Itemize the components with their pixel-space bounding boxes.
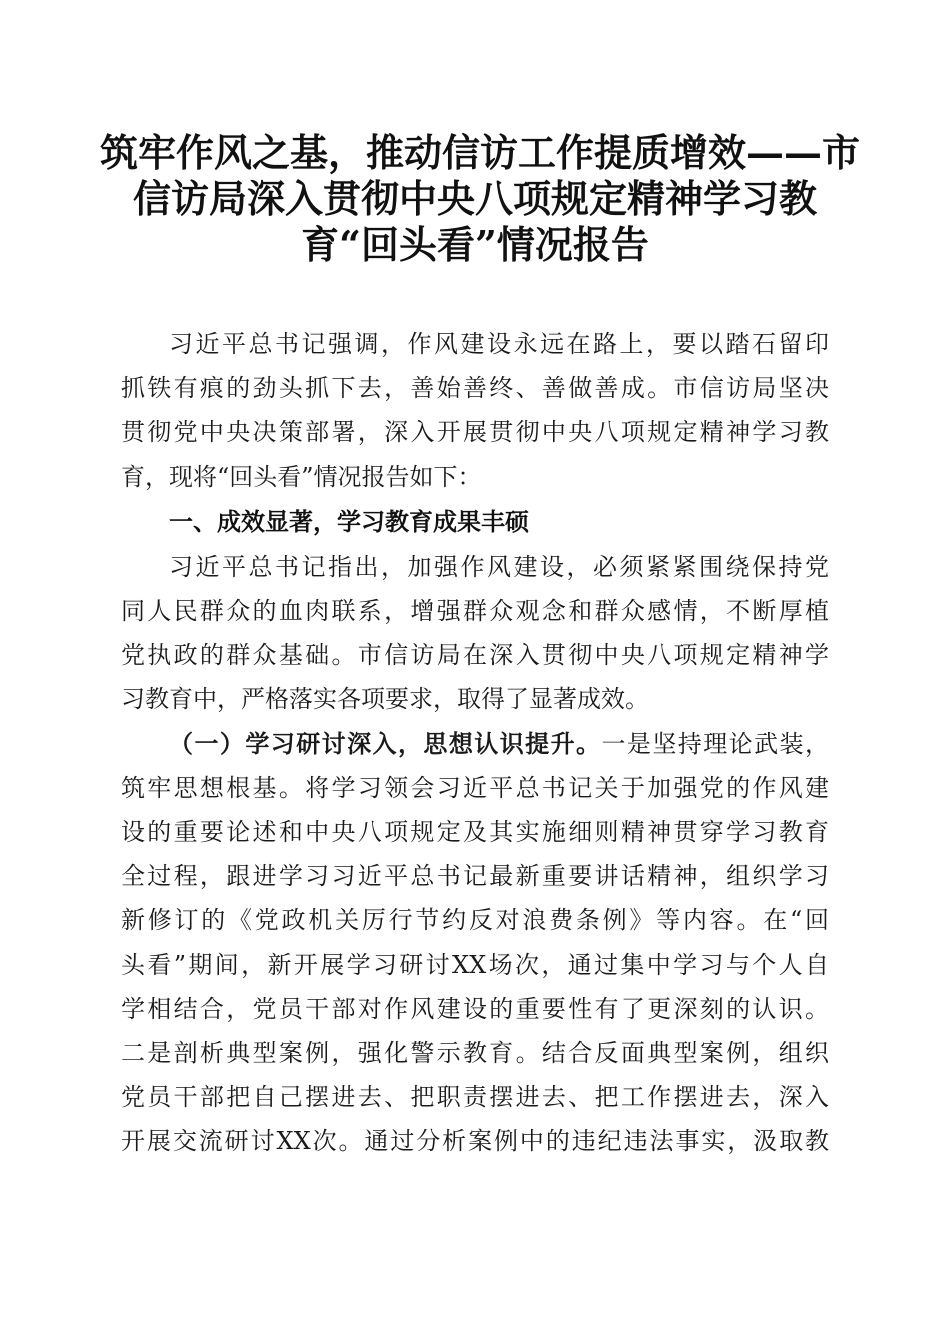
intro-line: 抓铁有痕的劲头抓下去，善始善终、善做善成。市信访局坚决	[121, 374, 829, 403]
subsection-1-paragraph	[0, 722, 950, 1164]
subsection-1-first-line	[0, 722, 829, 766]
subsection-1-line: 全过程，跟进学习习近平总书记最新重要讲话精神，组织学习	[121, 862, 829, 891]
intro-line: 育，现将“回头看”情况报告如下：	[121, 462, 482, 491]
document-title	[100, 130, 861, 268]
title-line-3: 育“回头看”情况报告	[301, 222, 649, 267]
section-1-line: 党执政的群众基础。市信访局在深入贯彻中央八项规定精神学	[121, 641, 829, 670]
subsection-1-line: 新修订的《党政机关厉行节约反对浪费条例》等内容。在“回	[121, 906, 829, 935]
section-1-line: 习教育中，严格落实各项要求，取得了显著成效。	[121, 685, 649, 714]
subsection-1-heading: （一）学习研讨深入，思想认识提升。	[169, 728, 602, 758]
subsection-1-line: 学相结合，党员干部对作风建设的重要性有了更深刻的认识。	[121, 994, 829, 1023]
section-1-line: 同人民群众的血肉联系，增强群众观念和群众感情，不断厚植	[121, 597, 829, 626]
title-line-1: 筑牢作风之基，推动信访工作提质增效——市	[100, 130, 861, 175]
subsection-1-line: 筑牢思想根基。将学习领会习近平总书记关于加强党的作风建	[121, 773, 829, 802]
subsection-1-line: 设的重要论述和中央八项规定及其实施细则精神贯穿学习教育	[121, 818, 829, 847]
intro-paragraph	[0, 322, 950, 499]
section-1-paragraph	[0, 545, 950, 722]
section-1-line: 习近平总书记指出，加强作风建设，必须紧紧围绕保持党	[169, 552, 829, 581]
subsection-1-first-line-rest: 一是坚持理论武装，	[601, 729, 830, 758]
intro-line: 贯彻党中央决策部署，深入开展贯彻中央八项规定精神学习教	[121, 418, 829, 447]
subsection-1-line: 二是剖析典型案例，强化警示教育。结合反面典型案例，组织	[121, 1039, 829, 1068]
subsection-1-line: 头看”期间，新开展学习研讨XX场次，通过集中学习与个人自	[121, 950, 829, 979]
section-1-heading: 一、成效显著，学习教育成果丰硕	[169, 507, 529, 536]
intro-line: 习近平总书记强调，作风建设永远在路上，要以踏石留印	[169, 330, 829, 358]
document-body	[0, 322, 950, 1164]
subsection-1-line: 开展交流研讨XX次。通过分析案例中的违纪违法事实，汲取教	[121, 1127, 829, 1156]
title-line-2: 信访局深入贯彻中央八项规定精神学习教	[132, 176, 817, 221]
subsection-1-line: 党员干部把自己摆进去、把职责摆进去、把工作摆进去，深入	[121, 1083, 829, 1112]
